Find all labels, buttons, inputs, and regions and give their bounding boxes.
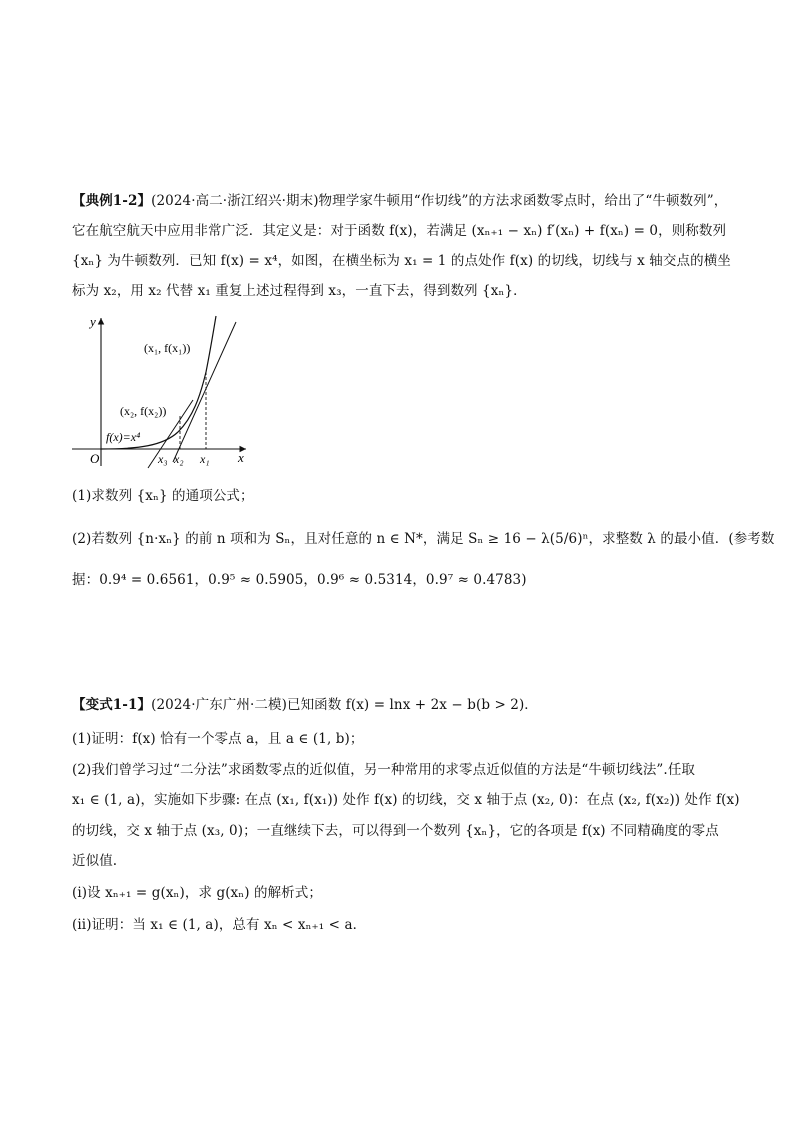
x3-label: x₃ bbox=[158, 452, 168, 466]
origin-label: O bbox=[90, 451, 100, 466]
problem2-question2-line2: x₁ ∈ (1, a)，实施如下步骤: 在点 (x₁, f(x₁)) 处作 f(x) 的切线，交 x 轴于点 (x₂, 0)：在点 (x₂, f(x₂)) 处作 f(x) bbox=[72, 792, 740, 808]
problem1-line2: 它在航空航天中应用非常广泛．其定义是：对于函数 f(x)，若满足 (xₙ₊₁ − xₙ) f′(xₙ) + f(xₙ) = 0，则称数列 bbox=[72, 223, 727, 239]
problem2-subquestion-ii: (ii)证明：当 x₁ ∈ (1, a)，总有 xₙ < xₙ₊₁ < a． bbox=[72, 917, 367, 933]
problem2-question2-line3: 的切线，交 x 轴于点 (x₃, 0)；一直继续下去，可以得到一个数列 {xₙ}，它的各项是 f(x) 不同精确度的零点 bbox=[72, 823, 719, 839]
problem2-question2-line4: 近似值. bbox=[72, 853, 118, 869]
problem1-source-text: (2024·高二·浙江绍兴·期末)物理学家牛顿用“作切线”的方法求函数零点时，给出了“牛顿数列”， bbox=[151, 193, 728, 209]
x2-label: x₂ bbox=[174, 452, 184, 466]
problem1-line1 bbox=[72, 192, 727, 210]
problem1-line3: {xₙ} 为牛顿数列．已知 f(x) = x⁴，如图，在横坐标为 x₁ = 1 的点处作 f(x) 的切线，切线与 x 轴交点的横坐 bbox=[72, 253, 731, 269]
problem2-tag: 【变式1-1】 bbox=[72, 697, 152, 713]
y-axis-label: y bbox=[90, 314, 96, 329]
problem2-question1: (1)证明：f(x) 恰有一个零点 a，且 a ∈ (1, b)； bbox=[72, 731, 364, 747]
problem1-question1: (1)求数列 {xₙ} 的通项公式； bbox=[72, 488, 254, 504]
problem1-tag: 【典例1-2】 bbox=[72, 193, 152, 209]
problem2-source-text: (2024·广东广州·二模)已知函数 f(x) = lnx + 2x − b(b > 2)． bbox=[151, 697, 538, 713]
x1-label: x₁ bbox=[200, 452, 210, 466]
problem1-question2-line1: (2)若数列 {n·xₙ} 的前 n 项和为 Sₙ，且对任意的 n ∈ N*，满足 Sₙ ≥ 16 − λ(5/6)ⁿ，求整数 λ 的最小值．(参考数 bbox=[72, 531, 775, 547]
problem1-line4: 标为 x₂，用 x₂ 代替 x₁ 重复上述过程得到 x₃，一直下去，得到数列 {xₙ}． bbox=[72, 283, 527, 299]
x-axis-label: x bbox=[238, 450, 244, 465]
newton-tangent-graph bbox=[68, 312, 252, 470]
curve-label: f(x)=x⁴ bbox=[106, 430, 141, 444]
point2-label: (x₂, f(x₂)) bbox=[120, 404, 167, 418]
point1-label: (x₁, f(x₁)) bbox=[144, 341, 191, 355]
problem2-question2-line1: (2)我们曾学习过“二分法”求函数零点的近似值，另一种常用的求零点近似值的方法是“牛顿切线法”.任取 bbox=[72, 762, 696, 778]
problem1-question2-line2: 据：0.9⁴ = 0.6561，0.9⁵ ≈ 0.5905，0.9⁶ ≈ 0.5314，0.9⁷ ≈ 0.4783) bbox=[72, 572, 527, 588]
problem2-line1 bbox=[72, 696, 727, 714]
problem2-subquestion-i: (i)设 xₙ₊₁ = g(xₙ)，求 g(xₙ) 的解析式； bbox=[72, 885, 322, 901]
